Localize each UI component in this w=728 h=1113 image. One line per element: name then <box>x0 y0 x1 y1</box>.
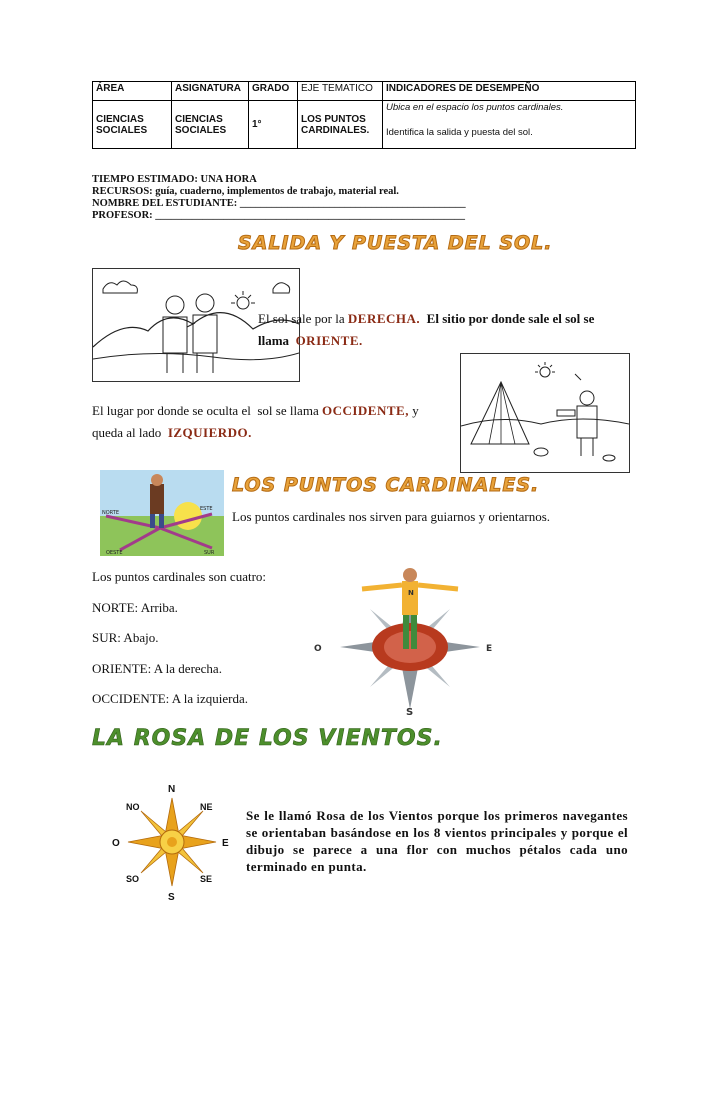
label-oeste: OESTE <box>106 550 123 556</box>
oculta-pre: El lugar por donde se oculta el sol se llama <box>92 403 322 418</box>
text-sol-sale <box>258 308 594 352</box>
oculta-name: OCCIDENTE, <box>321 403 409 418</box>
label-este: ESTE <box>200 506 213 512</box>
rose-s: S <box>168 892 175 902</box>
cell-eje <box>298 101 383 149</box>
rose-e: E <box>222 838 229 849</box>
cell-area <box>93 101 172 149</box>
asignatura-line1: CIENCIAS <box>175 113 223 125</box>
text-sol-oculta <box>92 400 419 444</box>
image-rosa-vientos <box>112 782 232 902</box>
text-norte: NORTE: Arriba. <box>92 600 178 615</box>
cell-grado: 1° <box>249 101 298 149</box>
text-rosa-vientos: Se le llamó Rosa de los Vientos porque los primeros navegantes se orientaban basándose en los 8 vientos principales y porque el dibujo se parece a una flor con muchos pétalos cada uno terminado en punta. <box>246 808 628 874</box>
rose-se: SE <box>200 874 213 884</box>
col-eje: EJE TEMATICO <box>298 82 383 101</box>
title-salida-puesta: SALIDA Y PUESTA DEL SOL. <box>238 232 553 254</box>
indicador-1: Ubica en el espacio los puntos cardinales. <box>386 102 564 113</box>
tiempo-estimado: TIEMPO ESTIMADO: UNA HORA <box>92 174 257 185</box>
oculta-queda: queda al lado <box>92 425 168 440</box>
rose-n: N <box>168 784 176 795</box>
text-intro-cardinales: Los puntos cardinales nos sirven para guiarnos y orientarnos. <box>232 509 551 524</box>
rose-so: SO <box>126 874 140 884</box>
col-asignatura: ASIGNATURA <box>172 82 249 101</box>
rose-o: O <box>112 838 120 849</box>
indicador-2: Identifica la salida y puesta del sol. <box>386 127 533 138</box>
eje-line1: LOS PUNTOS <box>301 113 366 125</box>
text-occidente: OCCIDENTE: A la izquierda. <box>92 691 248 706</box>
rose-no: NO <box>126 802 140 812</box>
sale-llama: llama <box>258 333 296 348</box>
eje-line2: CARDINALES. <box>301 124 370 136</box>
compass-s: S <box>406 707 414 715</box>
sale-pre: El sol sale por la <box>258 311 348 326</box>
text-oriente: ORIENTE: A la derecha. <box>92 661 222 676</box>
compass-e: E <box>486 644 493 654</box>
col-grado: GRADO <box>249 82 298 101</box>
rose-ne: NE <box>200 802 213 812</box>
area-line1: CIENCIAS <box>96 113 144 125</box>
title-rosa-vientos: LA ROSA DE LOS VIENTOS. <box>92 726 443 751</box>
text-sur: SUR: Abajo. <box>92 630 159 645</box>
area-line2: SOCIALES <box>96 124 148 136</box>
recursos: RECURSOS: guía, cuaderno, implementos de trabajo, material real. <box>92 186 399 197</box>
title-puntos-cardinales: LOS PUNTOS CARDINALES. <box>232 474 540 496</box>
compass-o: O <box>314 644 322 654</box>
compass-n: N <box>408 589 414 597</box>
profesor: PROFESOR: ___________________________________________________________ <box>92 210 466 221</box>
oculta-dir: IZQUIERDO. <box>167 425 252 440</box>
asignatura-line2: SOCIALES <box>175 124 227 136</box>
oculta-y: y <box>408 403 419 418</box>
image-sunset-tent <box>460 353 630 473</box>
image-child-cardinal <box>100 470 224 556</box>
col-indicadores: INDICADORES DE DESEMPEÑO <box>383 82 636 101</box>
cell-indicadores <box>383 101 636 149</box>
header-table <box>92 81 636 149</box>
image-compass-man <box>310 565 510 715</box>
cell-asignatura <box>172 101 249 149</box>
sale-dir: DERECHA. <box>347 311 421 326</box>
sale-name: ORIENTE. <box>295 333 363 348</box>
nombre-estudiante: NOMBRE DEL ESTUDIANTE: ___________________________________________ <box>92 198 466 209</box>
sale-mid: El sitio por donde sale el sol se <box>420 311 595 326</box>
label-sur: SUR <box>204 550 215 556</box>
col-area: ÁREA <box>93 82 172 101</box>
text-cuatro: Los puntos cardinales son cuatro: <box>92 569 267 584</box>
label-norte: NORTE <box>102 510 119 516</box>
